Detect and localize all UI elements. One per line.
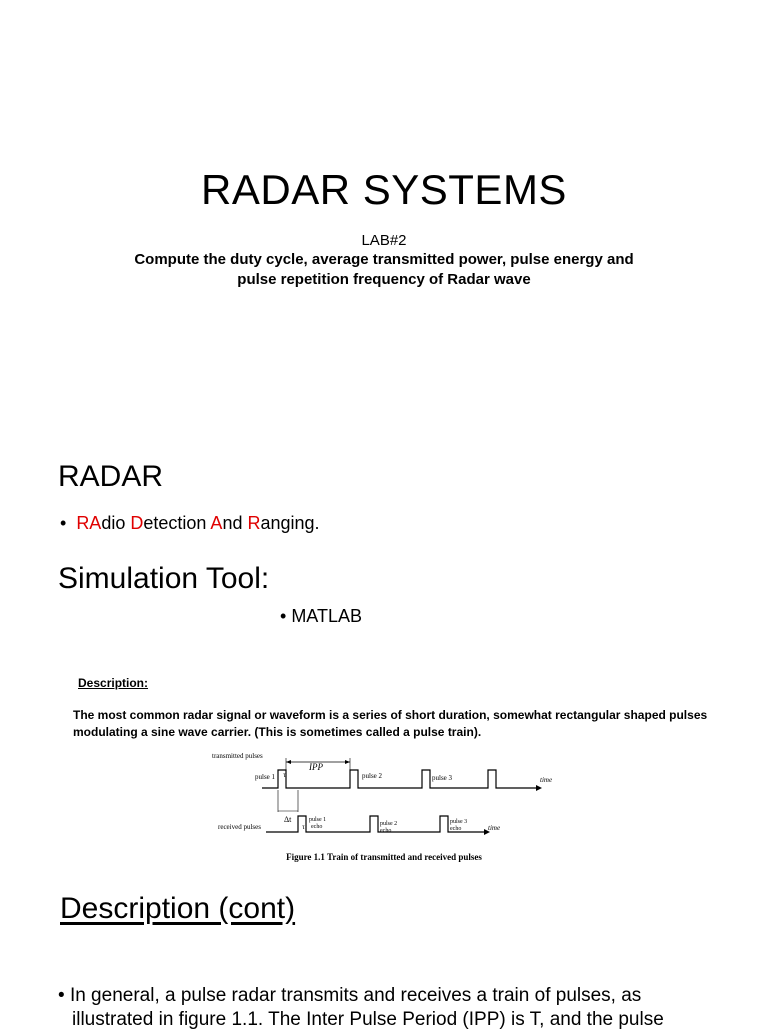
simulation-tool-heading: Simulation Tool: xyxy=(58,562,270,595)
rx-pulse-3-label: pulse 3 xyxy=(450,819,468,825)
delta-t-label: Δt xyxy=(284,815,292,824)
tau-label-tx: τ xyxy=(283,771,286,779)
tx-pulse-2-label: pulse 2 xyxy=(362,772,383,780)
description-paragraph: The most common radar signal or waveform is a series of short duration, somewhat rectangular shaped pulses modulating a sine wave carrier. (This is sometimes called a pulse train). xyxy=(73,708,708,739)
rx-pulse-1-label: pulse 1 xyxy=(309,817,327,823)
received-pulses-label: received pulses xyxy=(218,823,261,831)
acronym-highlight: R xyxy=(247,513,261,533)
description-label: Description: xyxy=(78,676,149,690)
tx-pulse-1-label: pulse 1 xyxy=(255,773,276,781)
transmitted-pulses-label: transmitted pulses xyxy=(212,752,263,760)
matlab-bullet xyxy=(280,606,362,627)
ipp-arrow-left-head xyxy=(286,760,291,764)
matlab-label: MATLAB xyxy=(291,606,362,626)
acronym-text-part: etection xyxy=(143,513,211,533)
subtitle-line-1: Compute the duty cycle, average transmitted power, pulse energy and xyxy=(134,251,634,268)
figure-caption: Figure 1.1 Train of transmitted and received pulses xyxy=(286,852,482,862)
acronym-text-part: nd xyxy=(222,513,248,533)
tx-pulse-3-label: pulse 3 xyxy=(432,774,453,782)
line-1-text: In general, a pulse radar transmits and receives a train of pulses, as xyxy=(69,985,642,1006)
tx-time-label: time xyxy=(540,776,553,784)
radar-heading: RADAR xyxy=(58,460,164,493)
bullet-dot: • xyxy=(60,513,77,533)
rx-time-label: time xyxy=(488,824,501,832)
subtitle-line-2: pulse repetition frequency of Radar wave xyxy=(237,271,531,288)
description-cont-bullet xyxy=(58,984,758,1032)
acronym-highlight: A xyxy=(210,513,223,533)
tx-time-arrow xyxy=(536,785,542,791)
tx-waveform xyxy=(262,770,536,788)
acronym-highlight: D xyxy=(130,513,144,533)
pulse-train-diagram xyxy=(200,748,570,844)
rx-echo-1-label: echo xyxy=(311,824,323,830)
ipp-label: IPP xyxy=(309,762,323,772)
radar-acronym-bullet xyxy=(60,513,320,534)
rx-echo-2-label: echo xyxy=(380,828,392,834)
tau-label-rx: τ xyxy=(302,823,305,831)
acronym-highlight: RA xyxy=(76,513,102,533)
description-cont-heading: Description (cont) xyxy=(60,892,296,925)
acronym-text-part: dio xyxy=(101,513,131,533)
rx-echo-3-label: echo xyxy=(450,826,462,832)
slide-title: RADAR SYSTEMS xyxy=(201,166,567,213)
description-cont-line-1: • In general, a pulse radar transmits and receives a train of pulses, as xyxy=(58,985,642,1006)
description-cont-line-2: illustrated in figure 1.1. The Inter Pulse Period (IPP) is T, and the pulse xyxy=(72,1009,664,1030)
bullet-dot: • xyxy=(280,606,292,626)
lab-number: LAB#2 xyxy=(361,232,407,249)
acronym-text-part: anging. xyxy=(260,513,320,533)
ipp-arrow-right-head xyxy=(345,760,350,764)
acronym-text xyxy=(76,513,319,533)
rx-pulse-2-label: pulse 2 xyxy=(380,821,398,827)
